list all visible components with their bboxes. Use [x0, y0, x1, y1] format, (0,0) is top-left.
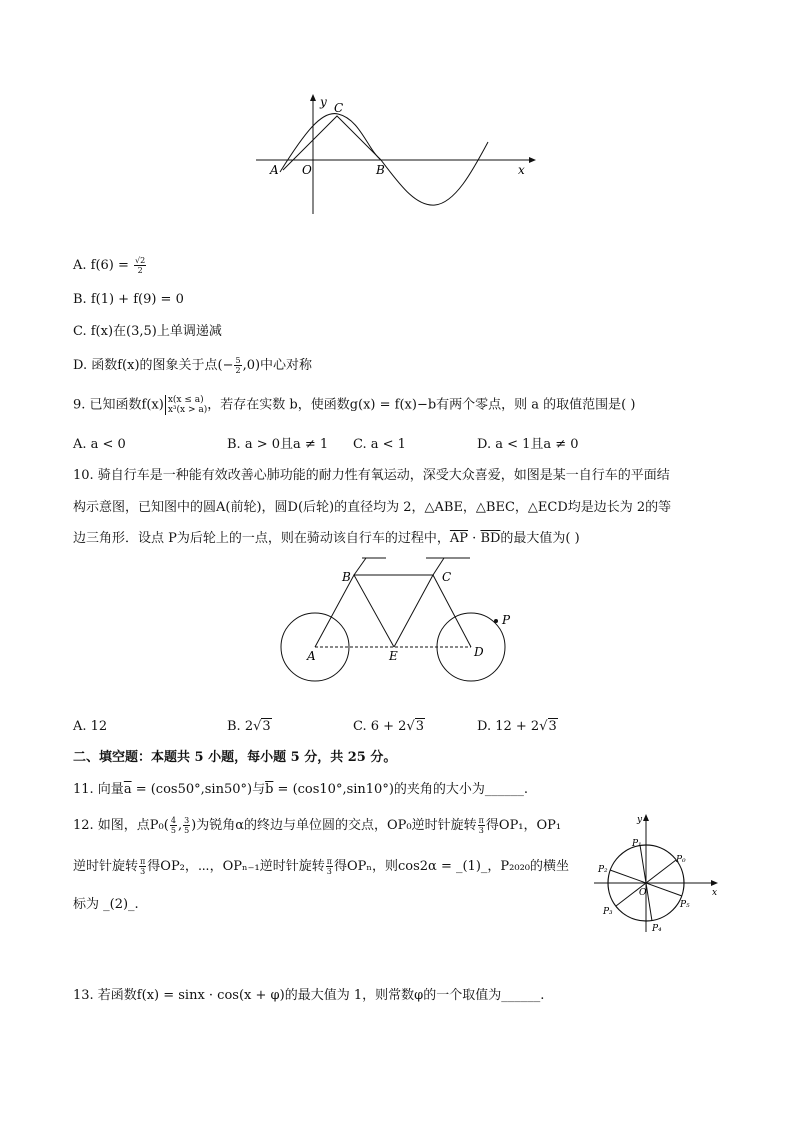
sine-curve	[280, 114, 488, 206]
section-2-heading: 二、填空题：本题共 5 小题，每小题 5 分，共 25 分。	[73, 750, 397, 765]
label-p3: P₃	[603, 907, 613, 917]
label-b: B	[376, 163, 385, 177]
label-p0: P₀	[676, 855, 686, 865]
label-e: E	[389, 649, 398, 663]
label-d: D	[474, 645, 484, 659]
label-o: O	[639, 888, 647, 898]
label-y: y	[637, 815, 643, 825]
q13-question: 13. 若函数f(x) = sinx · cos(x + φ)的最大值为 1，则常数φ的一个取值为______.	[73, 988, 545, 1003]
q12-line2: 逆时针旋转 $\frac{\pi}{3}$ 得OP₂，⋯，OPₙ₋₁逆时针旋转 $\frac{\pi}{3}$ 得OPₙ，则cos2α = _(1)_，P₂₀₂₀的横坐	[73, 857, 569, 876]
x-axis-arrow	[711, 880, 718, 886]
q10-line2: 构示意图，已知图中的圆A(前轮)，圆D(后轮)的直径均为 2，△ABE，△BEC，△ECD均是边长为 2的等	[73, 500, 672, 515]
q10-option-a: A. 12	[73, 719, 108, 734]
label-x: x	[712, 888, 718, 898]
vector-bd: $\overline{BD}$	[480, 531, 501, 546]
label-p2: P₂	[598, 865, 608, 875]
label-a: A	[307, 649, 316, 663]
frame-bce	[354, 575, 433, 647]
label-p4: P₄	[652, 924, 662, 934]
q10-option-d: D. 12 + 2√3	[477, 719, 557, 734]
q10-option-c: C. 6 + 2√3	[353, 719, 425, 734]
bicycle-figure	[278, 554, 518, 686]
q12-line3: 标为 _(2)_.	[73, 897, 139, 912]
label-x: x	[518, 163, 525, 177]
q9-option-c: C. a < 1	[353, 437, 406, 452]
q10-line1: 10. 骑自行车是一种能有效改善心肺功能的耐力性有氧运动，深受大众喜爱，如图是某一自行车的平面结	[73, 468, 670, 483]
label-b: B	[342, 570, 351, 584]
label-p: P	[502, 613, 511, 627]
vector-ap: $\overline{AP}$	[449, 531, 469, 546]
q8-option-d: D. 函数f(x)的图象关于点(− $\frac{5}{2}$ ,0)中心对称	[73, 356, 313, 375]
q10-line3: 边三角形．设点 P为后轮上的一点，则在骑动该自行车的过程中，$\overline{AP} \cdot \overline{BD}$的最大值为( )	[73, 531, 580, 546]
sine-graph-figure	[250, 92, 540, 217]
label-o: O	[302, 163, 312, 177]
vector-b: $\overline{b}$	[265, 782, 274, 797]
q9-option-b: B. a > 0且a ≠ 1	[227, 437, 329, 452]
label-c: C	[334, 101, 344, 115]
q11-question: 11. 向量$\overline{a} = (\cos 50^\circ,\sin 50^\circ)$与$\overline{b} = (\cos 10^\circ,\sin 10^\circ)$的夹角的大小为______.	[73, 782, 529, 797]
label-c: C	[442, 570, 452, 584]
x-axis-arrow	[529, 157, 536, 163]
q9-option-a: A. a < 0	[73, 437, 126, 452]
frame-abe	[315, 575, 394, 647]
label-a: A	[270, 163, 279, 177]
q8-option-b: B. f(1) + f(9) = 0	[73, 292, 184, 307]
handlebar	[354, 558, 366, 575]
y-axis-arrow	[643, 814, 649, 821]
vector-a: $\overline{a}$	[123, 782, 132, 797]
q8-option-c: C. f(x)在(3,5)上单调递减	[73, 324, 222, 339]
q8-option-a: A. f(6) = $\frac{√2}{2}$	[73, 256, 146, 275]
unit-circle-figure	[590, 810, 725, 935]
triangle-abc	[283, 116, 381, 170]
q12-line1: 12. 如图，点P₀( $\frac{4}{5}$ , $\frac{3}{5}$ )为锐角α的终边与单位圆的交点，OP₀逆时针旋转 $\frac{\pi}{3}$ 得OP₁，OP₁	[73, 816, 562, 835]
label-y: y	[320, 95, 327, 109]
q9-question: 9. 已知函数f(x) x(x ≤ a) x³(x > a) ，若存在实数 b，使函数g(x) = f(x)−b有两个零点，则 a 的取值范围是( )	[73, 395, 636, 415]
point-p	[494, 619, 498, 623]
q9-option-d: D. a < 1且a ≠ 0	[477, 437, 579, 452]
label-p5: P₅	[680, 900, 690, 910]
label-p1: P₁	[632, 839, 642, 849]
q10-option-b: B. 2√3	[227, 719, 271, 734]
y-axis-arrow	[310, 94, 316, 101]
